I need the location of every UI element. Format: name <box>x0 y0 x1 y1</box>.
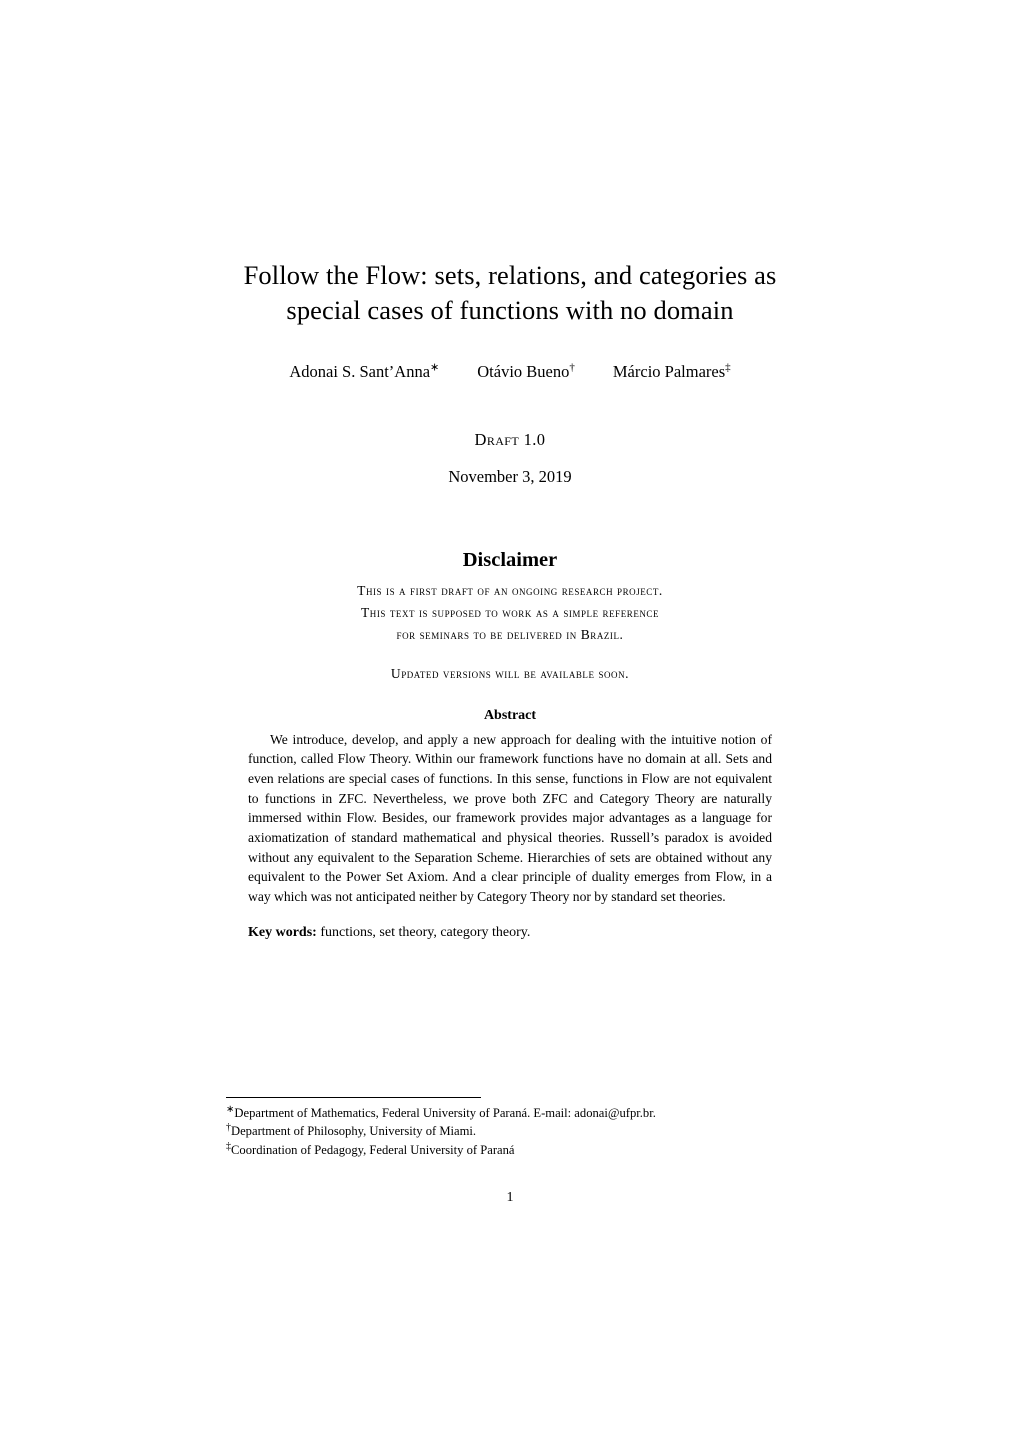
author-entry <box>613 362 731 382</box>
footnote-mark: † <box>226 1122 231 1134</box>
document-date: November 3, 2019 <box>448 466 572 486</box>
disclaimer-line: for seminars to be delivered in Brazil. <box>396 626 624 642</box>
footnote-item <box>226 1104 806 1122</box>
author-entry <box>289 362 439 382</box>
footnote-list <box>226 1104 806 1159</box>
page-number: 1 <box>506 1190 514 1205</box>
disclaimer-line: This text is supposed to work as a simple reference <box>360 604 660 620</box>
author-entry <box>477 362 575 382</box>
title-line-1: Follow the Flow: sets, relations, and categories as <box>243 260 777 290</box>
page-title <box>226 258 794 328</box>
footnote-mark: ∗ <box>226 1103 235 1115</box>
author-footnote-mark: † <box>569 361 575 374</box>
title-line-2: special cases of functions with no domain <box>286 294 734 325</box>
abstract-section <box>226 708 794 907</box>
abstract-heading: Abstract <box>483 707 537 723</box>
author-name: Otávio Bueno <box>477 361 570 381</box>
draft-label: Draft 1.0 <box>474 429 546 449</box>
footnote-separator <box>226 1097 481 1098</box>
keywords-value: functions, set theory, category theory. <box>320 924 531 940</box>
footnote-item <box>226 1122 806 1140</box>
footnote-item <box>226 1141 806 1159</box>
author-name: Adonai S. Sant’Anna <box>289 361 431 381</box>
disclaimer-line: This is a first draft of an ongoing research project. <box>357 582 663 598</box>
author-footnote-mark: ‡ <box>725 361 731 374</box>
abstract-text: We introduce, develop, and apply a new approach for dealing with the intuitive notion of function, called Flow Theory. Within our framework functions have no domain at all. Sets and even relations are special cases of functions. In this sense, functions in Flow are not equivalent to functions in ZFC. Nevertheless, we prove both ZFC and Category Theory are naturally immersed within Flow. Besides, our framework provides major advantages as a language for axiomatization of standard mathematical and physical theories. Russell’s paradox is avoided without any equivalent to the Separation Scheme. Hierarchies of sets are obtained without any equivalent to the Power Set Axiom. And a clear principle of duality emerges from Flow, in a way which was not anticipated neither by Category Theory nor by standard set theories. <box>248 731 772 905</box>
footnote-text: Department of Mathematics, Federal University of Paraná. E-mail: adonai@ufpr.br. <box>234 1106 656 1120</box>
footnote-mark: ‡ <box>226 1140 231 1152</box>
disclaimer-update-note: Updated versions will be available soon. <box>390 665 630 681</box>
author-footnote-mark: ∗ <box>430 361 440 374</box>
author-list <box>226 362 794 382</box>
author-name: Márcio Palmares <box>612 361 726 381</box>
footnote-text: Coordination of Pedagogy, Federal University of Paraná <box>231 1142 515 1157</box>
page-content <box>226 258 794 941</box>
footnote-text: Department of Philosophy, University of Miami. <box>231 1124 477 1139</box>
disclaimer-body <box>226 580 794 646</box>
keywords <box>226 925 794 941</box>
disclaimer-heading: Disclaimer <box>462 548 558 571</box>
keywords-label: Key words: <box>248 924 317 940</box>
